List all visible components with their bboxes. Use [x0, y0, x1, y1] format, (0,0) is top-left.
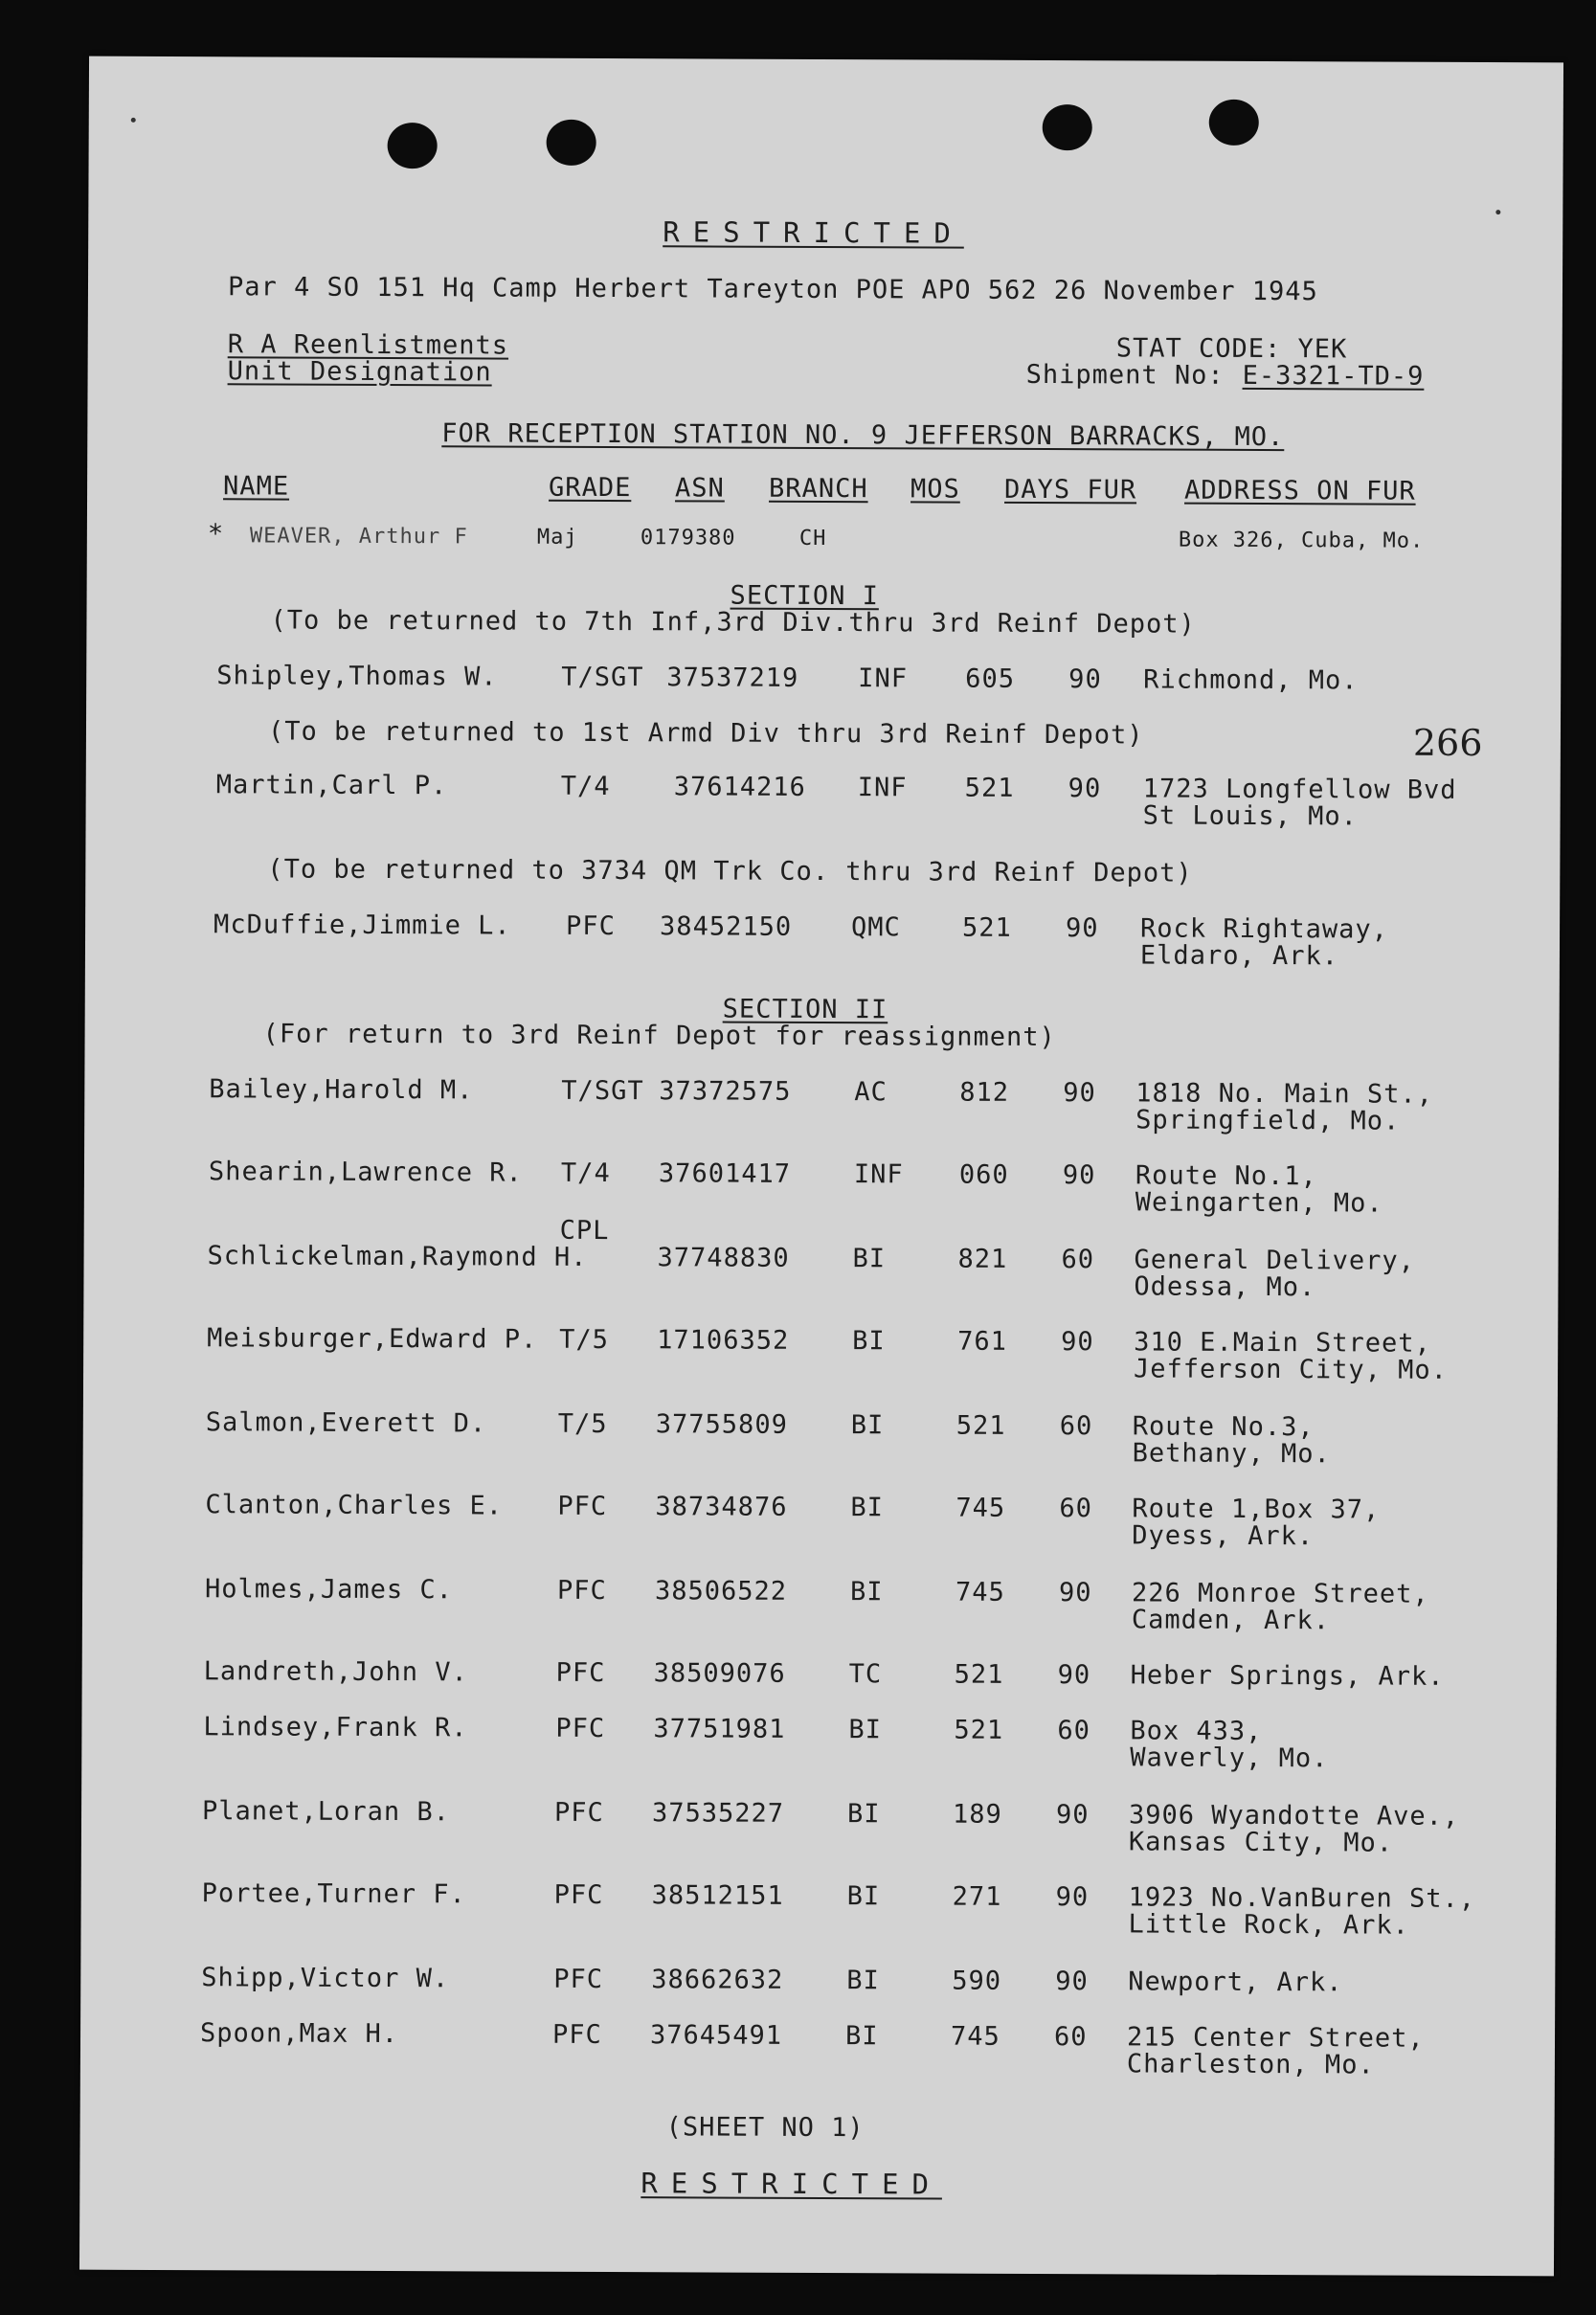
row-address-1: 310 E.Main Street, [1134, 1327, 1431, 1359]
col-asn: ASN [675, 473, 725, 504]
row-asn: 38506522 [654, 1576, 788, 1607]
row-mos: 745 [955, 1493, 1006, 1523]
row-branch: BI [850, 1410, 885, 1441]
bottom-marking: RESTRICTED [641, 2167, 943, 2201]
row-address-1: 1818 No. Main St., [1135, 1078, 1434, 1110]
section-2-title: SECTION II [722, 994, 888, 1025]
handwritten-page-number: 266 [1412, 721, 1483, 765]
row-branch: BI [850, 1493, 885, 1523]
row-grade: T/SGT [561, 1075, 644, 1107]
row-name: Bailey,Harold M. [209, 1074, 474, 1106]
row-days: 60 [1053, 2022, 1088, 2053]
row-days: 90 [1055, 1800, 1090, 1831]
row-asn: 37614216 [673, 772, 806, 802]
row-name: Portee,Turner F. [201, 1878, 466, 1910]
punch-hole [1043, 104, 1092, 150]
row-asn: 37755809 [655, 1409, 788, 1440]
row-days: 90 [1062, 1160, 1096, 1191]
row-address-1: Route 1,Box 37, [1132, 1494, 1381, 1525]
row-mos: 605 [965, 663, 1016, 694]
paper-speck [131, 118, 136, 123]
row-asn: 37751981 [653, 1714, 786, 1744]
col-address: ADDRESS ON FUR [1184, 475, 1416, 506]
row-address-2: Springfield, Mo. [1135, 1105, 1401, 1136]
struck-asn: 0179380 [640, 526, 736, 551]
row-grade: PFC [556, 1575, 607, 1607]
row-days: 90 [1057, 1660, 1091, 1691]
row-address-1: Box 433, [1130, 1716, 1263, 1747]
row-address-2: St Louis, Mo. [1142, 800, 1358, 832]
row-mos: 521 [954, 1715, 1004, 1745]
row-mos: 521 [964, 773, 1015, 803]
row-branch: TC [848, 1659, 883, 1690]
row-mos: 821 [957, 1244, 1008, 1274]
row-asn: 17106352 [657, 1325, 790, 1356]
top-marking: RESTRICTED [663, 215, 964, 250]
row-name: Landreth,John V. [203, 1656, 468, 1688]
row-address-1: Rock Rightaway, [1140, 913, 1388, 945]
row-address-1: Newport, Ark. [1128, 1967, 1343, 1998]
row-asn: 37645491 [649, 2020, 783, 2051]
struck-grade: Maj [536, 525, 578, 550]
row-days: 90 [1061, 1327, 1094, 1358]
row-grade: T/4 [560, 1158, 611, 1189]
row-branch: INF [858, 663, 909, 694]
row-days: 90 [1068, 774, 1102, 804]
row-grade: CPL [559, 1215, 610, 1247]
row-asn: 38662632 [651, 1965, 784, 1995]
row-address-1: 1723 Longfellow Bvd [1142, 774, 1457, 805]
row-address-2: Bethany, Mo. [1132, 1438, 1331, 1470]
row-name: Shipp,Victor W. [201, 1963, 450, 1994]
struck-branch: CH [798, 526, 827, 551]
row-asn: 37535227 [651, 1798, 785, 1829]
row-days: 90 [1066, 913, 1099, 944]
row-days: 60 [1061, 1245, 1095, 1275]
row-name: Martin,Carl P. [215, 770, 448, 801]
row-mos: 812 [959, 1077, 1010, 1108]
row-days: 90 [1068, 664, 1102, 695]
row-grade: PFC [557, 1491, 608, 1522]
row-branch: BI [852, 1326, 886, 1357]
row-days: 60 [1057, 1716, 1091, 1746]
unit-line-1: R A Reenlistments [227, 329, 509, 361]
col-name: NAME [223, 471, 290, 502]
row-name: Clanton,Charles E. [205, 1490, 504, 1521]
row-address-1: Route No.1, [1135, 1160, 1317, 1192]
section-1-instruction: (To be returned to 7th Inf,3rd Div.thru 3rd Reinf Depot) [270, 605, 1196, 640]
row-days: 60 [1059, 1494, 1093, 1524]
row-address-2: Kansas City, Mo. [1128, 1827, 1394, 1858]
row-name: Spoon,Max H. [199, 2018, 399, 2050]
row-name: Lindsey,Frank R. [203, 1712, 468, 1743]
row-address-2: Weingarten, Mo. [1135, 1187, 1383, 1219]
row-name: Meisburger,Edward P. [207, 1323, 538, 1355]
section-1-instruction: (To be returned to 3734 QM Trk Co. thru 3rd Reinf Depot) [267, 854, 1193, 888]
row-name: Salmon,Everett D. [205, 1407, 487, 1439]
section-1-title: SECTION I [730, 580, 879, 612]
row-address-2: Eldaro, Ark. [1139, 940, 1339, 972]
row-asn: 37601417 [658, 1158, 792, 1189]
row-address-1: General Delivery, [1134, 1245, 1415, 1276]
row-grade: PFC [551, 2019, 602, 2051]
row-grade: PFC [553, 1879, 604, 1911]
row-branch: INF [853, 1159, 904, 1190]
col-branch: BRANCH [769, 473, 868, 505]
row-days: 90 [1055, 1967, 1089, 1997]
row-days: 90 [1055, 1882, 1090, 1913]
row-branch: BI [846, 1799, 881, 1830]
row-grade: PFC [555, 1657, 606, 1689]
asterisk-marker: * [207, 519, 225, 550]
row-branch: BI [852, 1244, 887, 1274]
row-grade: T/5 [559, 1324, 610, 1356]
row-grade: PFC [555, 1713, 606, 1744]
row-name: McDuffie,Jimmie L. [214, 910, 511, 941]
row-grade: T/5 [557, 1408, 608, 1440]
row-mos: 745 [950, 2021, 1000, 2052]
section-2-instruction: (For return to 3rd Reinf Depot for reassignment) [262, 1019, 1056, 1053]
row-address-2: Odessa, Mo. [1134, 1271, 1316, 1303]
row-name: Holmes,James C. [204, 1574, 453, 1606]
row-asn: 38734876 [655, 1492, 788, 1522]
row-asn: 38509076 [653, 1658, 786, 1689]
row-asn: 38452150 [660, 911, 793, 942]
row-mos: 761 [957, 1326, 1008, 1357]
shipment-label: Shipment No: [1025, 359, 1225, 391]
row-address-2: Little Rock, Ark. [1128, 1909, 1409, 1941]
section-1-instruction: (To be returned to 1st Armd Div thru 3rd Reinf Depot) [267, 716, 1144, 751]
row-mos: 521 [954, 1659, 1004, 1690]
row-address-1: Heber Springs, Ark. [1130, 1660, 1445, 1692]
row-asn: 37748830 [657, 1243, 790, 1273]
row-mos: 060 [958, 1159, 1009, 1190]
row-grade: PFC [566, 910, 616, 942]
sheet-number: (SHEET NO 1) [665, 2112, 865, 2144]
row-address-2: Dyess, Ark. [1132, 1520, 1315, 1552]
row-branch: QMC [851, 912, 901, 943]
row-mos: 590 [952, 1966, 1002, 1996]
row-days: 90 [1063, 1078, 1096, 1109]
col-grade: GRADE [549, 472, 632, 504]
row-name: Schlickelman,Raymond H. [207, 1241, 588, 1272]
punch-hole [388, 123, 438, 169]
stat-code: STAT CODE: YEK [1115, 333, 1348, 365]
row-asn: 38512151 [651, 1880, 784, 1911]
row-mos: 189 [952, 1799, 1002, 1830]
col-mos: MOS [910, 474, 960, 505]
row-mos: 521 [962, 912, 1012, 943]
row-address-2: Camden, Ark. [1131, 1605, 1331, 1636]
row-address-1: Richmond, Mo. [1143, 664, 1359, 696]
row-address-1: 215 Center Street, [1126, 2022, 1425, 2054]
row-mos: 745 [955, 1577, 1005, 1607]
row-asn: 37537219 [666, 663, 799, 693]
row-branch: BI [846, 1881, 881, 1912]
paper-speck [1495, 210, 1500, 214]
row-address-1: 1923 No.VanBuren St., [1128, 1882, 1476, 1914]
col-days-fur: DAYS FUR [1004, 474, 1137, 506]
order-line: Par 4 SO 151 Hq Camp Herbert Tareyton POE APO 562 26 November 1945 [227, 272, 1318, 307]
row-branch: AC [854, 1077, 888, 1108]
row-name: Planet,Loran B. [201, 1796, 450, 1828]
punch-hole [1209, 100, 1259, 146]
row-address-2: Waverly, Mo. [1130, 1742, 1329, 1774]
row-branch: INF [857, 773, 908, 803]
document-page [79, 56, 1563, 2277]
row-branch: BI [846, 1966, 880, 1996]
row-grade: T/4 [560, 771, 611, 802]
row-branch: BI [848, 1715, 883, 1745]
row-address-1: Route No.3, [1132, 1411, 1315, 1443]
row-address-2: Jefferson City, Mo. [1134, 1354, 1449, 1385]
row-name: Shearin,Lawrence R. [208, 1157, 523, 1188]
shipment-number: E-3321-TD-9 [1242, 360, 1425, 392]
row-asn: 37372575 [659, 1076, 792, 1107]
row-grade: PFC [553, 1797, 604, 1829]
unit-line-2: Unit Designation [227, 356, 492, 388]
row-days: 90 [1058, 1578, 1092, 1608]
struck-name: WEAVER, Arthur F [249, 524, 468, 550]
punch-hole [547, 120, 596, 166]
destination-line: FOR RECEPTION STATION NO. 9 JEFFERSON BARRACKS, MO. [441, 418, 1285, 453]
row-address-1: 226 Monroe Street, [1131, 1578, 1429, 1609]
row-address-1: 3906 Wyandotte Ave., [1128, 1800, 1460, 1832]
row-days: 60 [1059, 1411, 1093, 1442]
row-branch: BI [849, 1577, 884, 1607]
row-mos: 521 [955, 1410, 1006, 1441]
row-grade: PFC [553, 1964, 604, 1995]
row-branch: BI [844, 2021, 879, 2052]
row-address-2: Charleston, Mo. [1126, 2049, 1375, 2080]
struck-address: Box 326, Cuba, Mo. [1178, 528, 1425, 553]
row-mos: 271 [952, 1881, 1002, 1912]
row-name: Shipley,Thomas W. [216, 661, 498, 692]
row-grade: T/SGT [561, 662, 644, 693]
